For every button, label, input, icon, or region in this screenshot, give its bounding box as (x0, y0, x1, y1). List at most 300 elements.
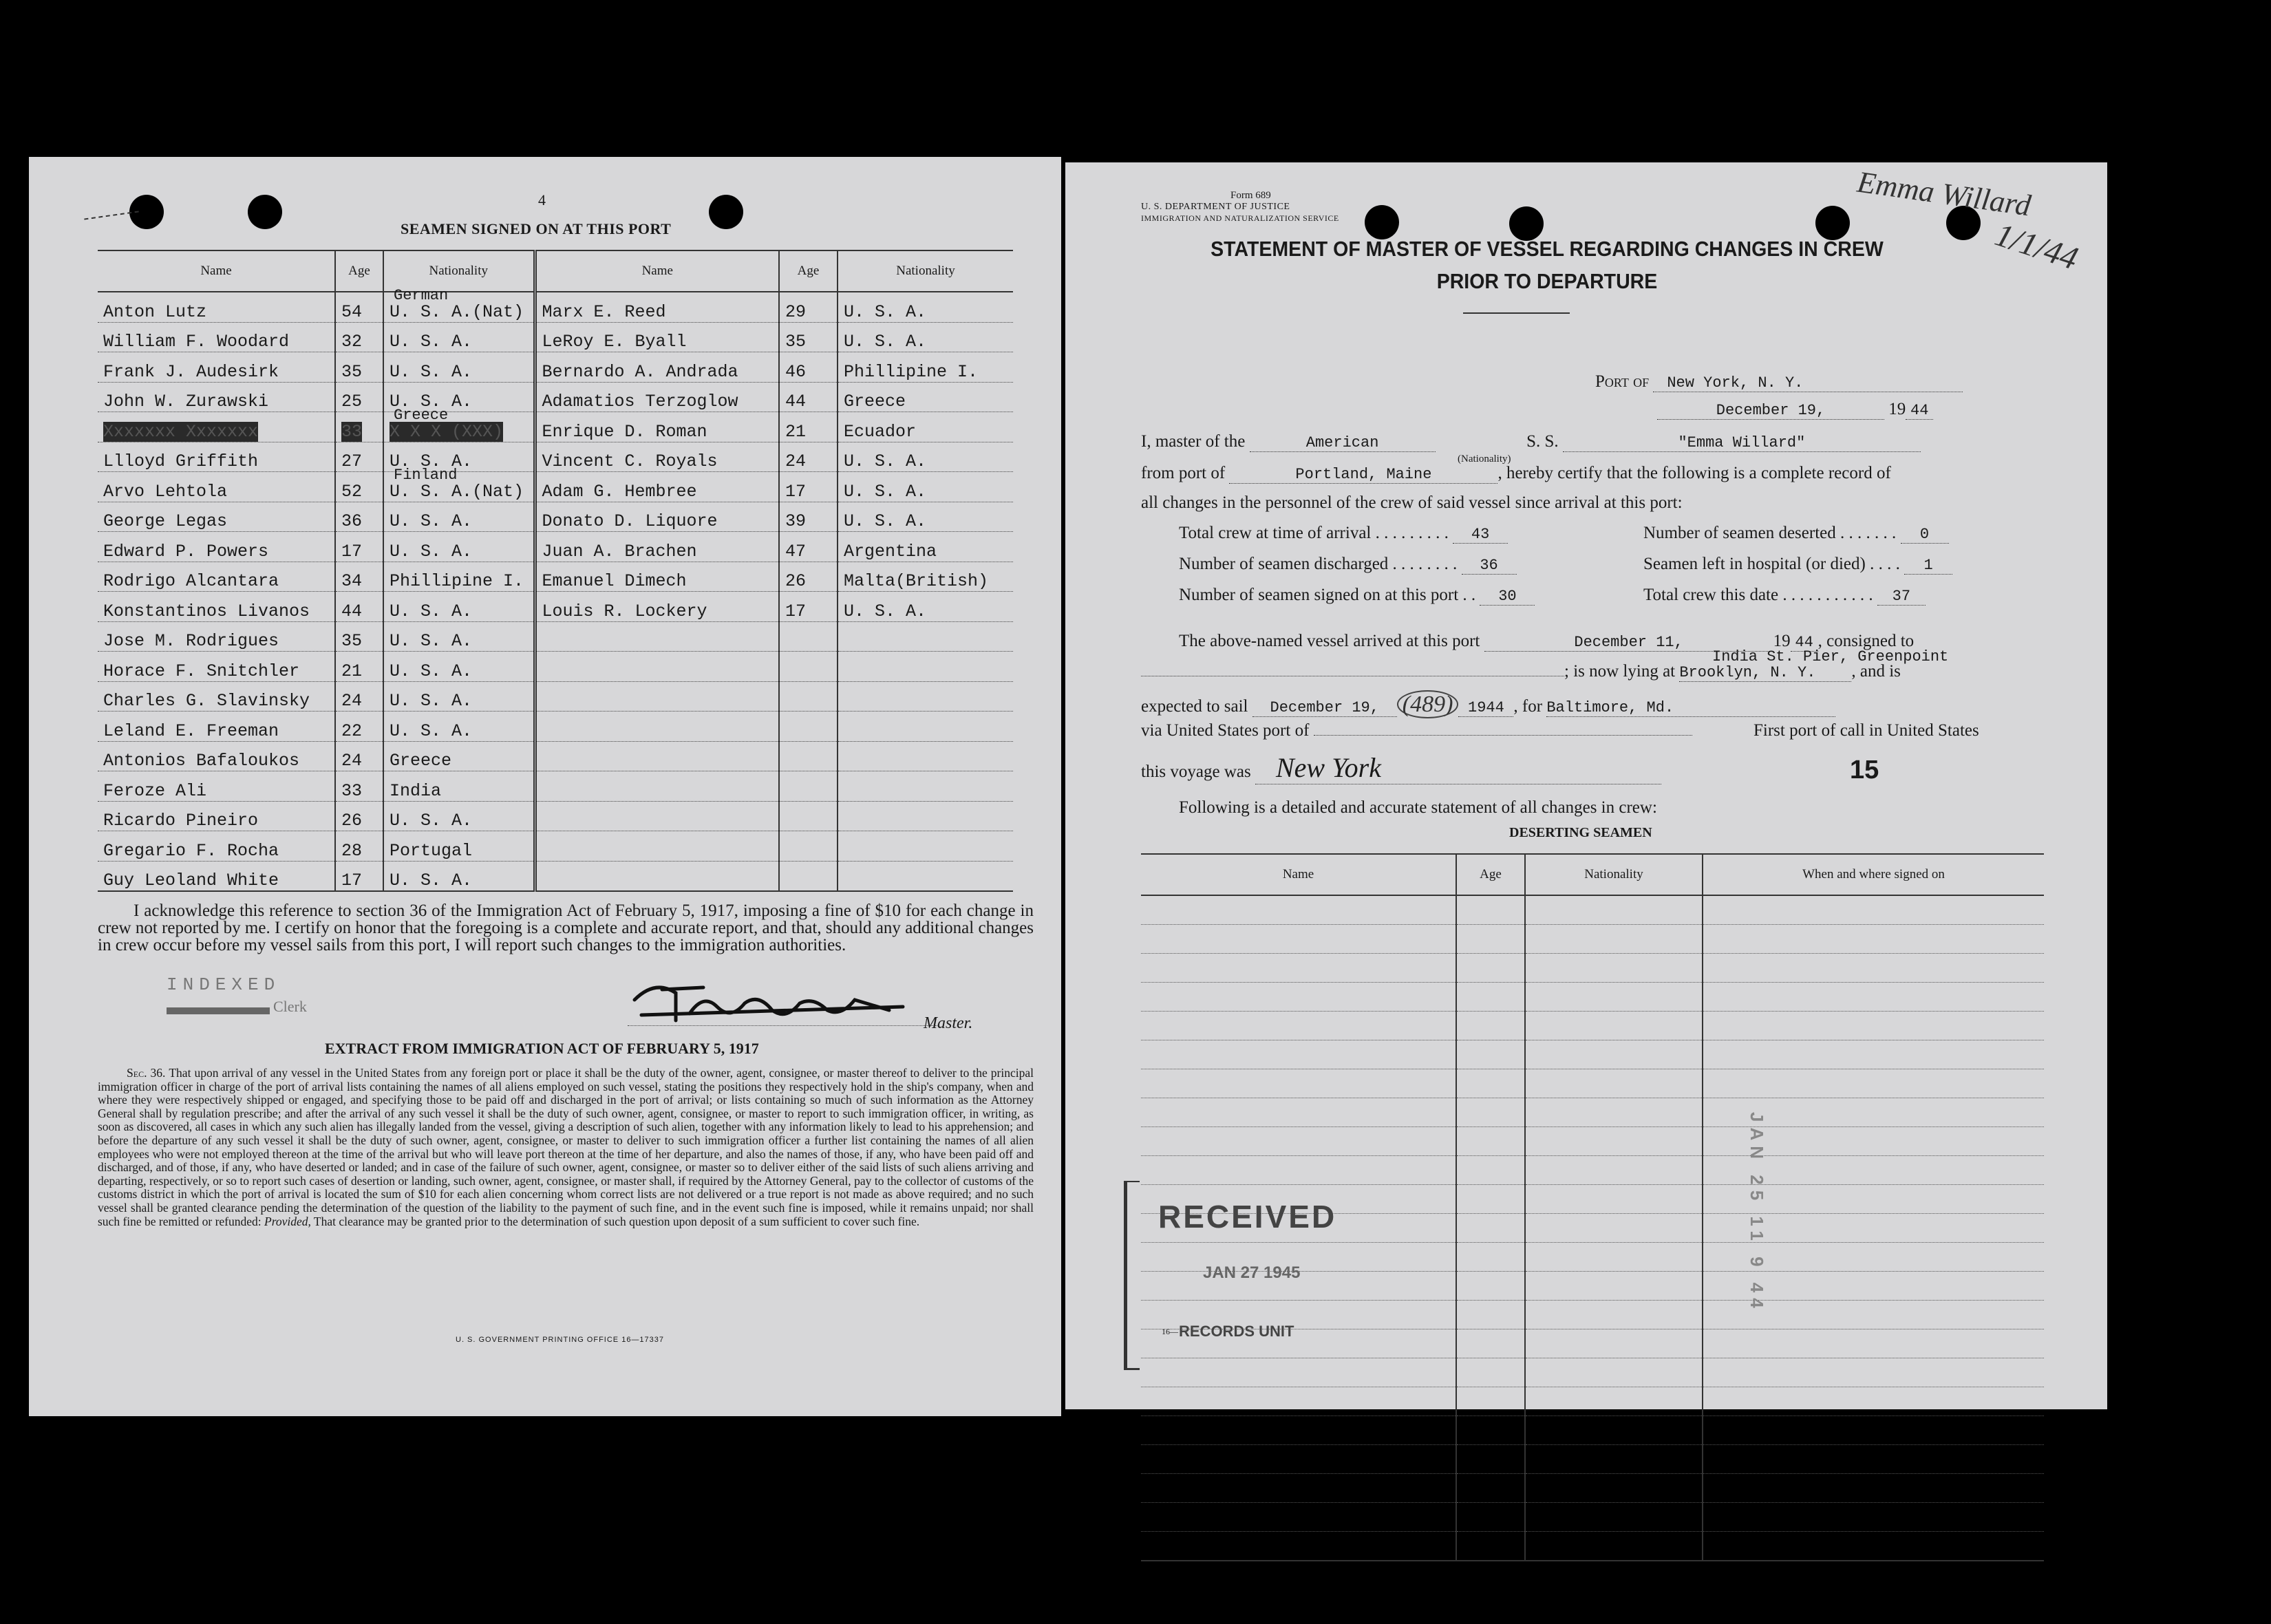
cell-nat2 (838, 532, 1013, 562)
empty-cell (1141, 1040, 1456, 1069)
signature-line (628, 1025, 937, 1026)
cell-nat1 (383, 562, 535, 592)
cell-n1 (98, 412, 335, 442)
ss-label: S. S. (1526, 432, 1559, 451)
table-row (1141, 1445, 2044, 1474)
date-month-day: December 19, (1657, 402, 1884, 420)
cell-a1 (335, 652, 383, 682)
form-footer: 16— (1162, 1327, 1178, 1336)
page-title: SEAMEN SIGNED ON AT THIS PORT (401, 220, 672, 237)
vertical-date-stamp: JAN 25 11 9 44 (1747, 1112, 1767, 1314)
empty-cell (1525, 1098, 1703, 1127)
cell-text: Enrique D. Roman (542, 421, 707, 442)
cell-text: U. S. A. (390, 811, 473, 831)
empty-cell (1456, 1098, 1525, 1127)
cell-text: Greece (390, 751, 452, 771)
cell-text: LeRoy E. Byall (542, 332, 687, 352)
clerk-redaction (167, 1007, 270, 1014)
cell-nat2 (838, 472, 1013, 502)
empty-cell (1456, 1040, 1525, 1069)
cell-n1 (98, 712, 335, 742)
empty-cell (1456, 895, 1525, 925)
table-row (1141, 1387, 2044, 1416)
cell-text: X X X (XXX) (390, 421, 504, 442)
cell-n2 (535, 861, 779, 891)
cell-a2 (779, 831, 838, 862)
voyage-line (1141, 751, 1661, 784)
empty-cell (1703, 1416, 2044, 1445)
empty-cell (1525, 1127, 1703, 1156)
cell-n1 (98, 502, 335, 532)
expected-label: expected to sail (1141, 697, 1248, 716)
cell-text: U. S. A. (390, 720, 473, 741)
empty-cell (1525, 1272, 1703, 1301)
empty-cell (1703, 925, 2044, 954)
punch-hole (248, 195, 282, 229)
stats-row-2b: Seamen left in hospital (or died) . . . . 1 (1643, 555, 1952, 575)
empty-cell (1141, 895, 1456, 925)
cell-a1 (335, 681, 383, 712)
cell-text: Malta(British) (844, 571, 989, 591)
empty-cell (1141, 1012, 1456, 1040)
cell-a2 (779, 592, 838, 622)
cell-a1 (335, 502, 383, 532)
table-row (1141, 925, 2044, 954)
cell-text: U. S. A. (844, 451, 927, 471)
cell-text: 27 (341, 451, 363, 471)
stats-row-3: Number of seamen signed on at this port . . 30 (1179, 586, 1535, 606)
nationality-note: Finland (394, 467, 458, 484)
table-row (1141, 1156, 2044, 1185)
empty-cell (1525, 1012, 1703, 1040)
cell-nat1 (383, 467, 535, 502)
table-row (98, 292, 1013, 322)
empty-cell (1456, 1185, 1525, 1214)
cell-text: 32 (341, 332, 363, 352)
empty-cell (1703, 1474, 2044, 1503)
cell-n1 (98, 532, 335, 562)
empty-cell (1456, 1532, 1525, 1561)
cell-a2 (779, 652, 838, 682)
cell-text: John W. Zurawski (103, 392, 269, 412)
cell-text: U. S. A.(Nat) (390, 481, 524, 502)
printer-imprint: U. S. GOVERNMENT PRINTING OFFICE 16—17337 (456, 1336, 665, 1344)
empty-cell (1456, 1069, 1525, 1098)
table-row (98, 681, 1013, 712)
total-crew-date-label: Total crew this date (1643, 586, 1779, 604)
cell-nat2 (838, 442, 1013, 472)
cell-text: Jose M. Rodrigues (103, 631, 279, 651)
cell-text: Portugal (390, 840, 473, 861)
cell-text: U. S. A. (390, 451, 473, 471)
cell-text: 17 (785, 481, 807, 502)
cell-text: Phillipine I. (390, 571, 524, 591)
cell-nat1 (383, 502, 535, 532)
cell-text: 17 (341, 870, 363, 890)
cell-text: 39 (785, 511, 807, 531)
empty-cell (1703, 954, 2044, 983)
cell-text: Arvo Lehtola (103, 481, 228, 502)
empty-cell (1456, 1387, 1525, 1416)
cell-a2 (779, 472, 838, 502)
empty-cell (1525, 1301, 1703, 1329)
table-row (1141, 1532, 2044, 1561)
cell-n2 (535, 472, 779, 502)
cell-nat2 (838, 861, 1013, 891)
cell-text: Greece (844, 392, 906, 412)
cell-a1 (335, 801, 383, 831)
table-row (1141, 983, 2044, 1012)
punch-hole (1365, 205, 1399, 239)
cell-nat2 (838, 322, 1013, 352)
cell-n2 (535, 352, 779, 383)
empty-cell (1456, 983, 1525, 1012)
cell-nat2 (838, 292, 1013, 322)
table-row (1141, 1416, 2044, 1445)
cell-text: Leland E. Freeman (103, 720, 279, 741)
cell-a1 (335, 532, 383, 562)
empty-cell (1141, 954, 1456, 983)
empty-cell (1525, 1214, 1703, 1243)
cell-text: U. S. A. (390, 332, 473, 352)
cell-text: U. S. A. (390, 541, 473, 562)
empty-cell (1141, 1098, 1456, 1127)
from-port-label: from port of (1141, 464, 1226, 482)
cell-a1 (335, 412, 383, 442)
certify-text: , hereby certify that the following is a complete record of (1497, 464, 1891, 482)
stats-row-3b: Total crew this date . . . . . . . . . . . 37 (1643, 586, 1926, 606)
empty-cell (1141, 1474, 1456, 1503)
nationality-note: Greece (394, 407, 449, 424)
empty-cell (1456, 925, 1525, 954)
lying-label: ; is now lying at (1564, 662, 1676, 681)
total-crew-arrival-value: 43 (1453, 526, 1508, 544)
cell-text: 24 (341, 751, 363, 771)
arrival-date: December 11, (1484, 634, 1773, 652)
empty-cell (1141, 1156, 1456, 1185)
stamp-bracket (1124, 1181, 1140, 1370)
cell-nat2 (838, 801, 1013, 831)
arrival-century: 19 (1773, 632, 1791, 650)
cell-a2 (779, 352, 838, 383)
cell-text: 47 (785, 541, 807, 562)
signed-on-label: Number of seamen signed on at this port (1179, 586, 1459, 604)
cell-text: U. S. A. (844, 332, 927, 352)
cell-nat2 (838, 621, 1013, 652)
table-row (1141, 1474, 2044, 1503)
cell-text: U. S. A. (844, 301, 927, 322)
table-row (98, 322, 1013, 352)
vessel-name: "Emma Willard" (1563, 434, 1921, 452)
master-label: Master. (924, 1014, 973, 1032)
right-page (1065, 162, 2107, 1409)
deserted-value: 0 (1901, 526, 1949, 544)
cell-text: 35 (341, 631, 363, 651)
table-header-row (98, 250, 1013, 292)
cell-n1 (98, 621, 335, 652)
table-row (1141, 1503, 2044, 1532)
cell-nat1 (383, 322, 535, 352)
extract-title: EXTRACT FROM IMMIGRATION ACT OF FEBRUARY 5, 1917 (325, 1040, 759, 1057)
cell-n1 (98, 592, 335, 622)
cell-text: Konstantinos Livanos (103, 601, 310, 621)
empty-cell (1703, 1387, 2044, 1416)
cell-text: U. S. A. (390, 511, 473, 531)
cell-nat1 (383, 741, 535, 771)
empty-cell (1525, 925, 1703, 954)
cell-nat2 (838, 592, 1013, 622)
empty-cell (1141, 1532, 1456, 1561)
master-line (1141, 432, 1921, 452)
consigned-label: , consigned to (1817, 632, 1915, 650)
table-header-row (1141, 854, 2044, 895)
cell-text: Llloyd Griffith (103, 451, 259, 471)
cell-text: 33 (341, 421, 363, 442)
cell-text: U. S. A. (390, 601, 473, 621)
via-blank (1314, 735, 1692, 736)
empty-cell (1703, 983, 2044, 1012)
cell-text: 24 (785, 451, 807, 471)
table-row (1141, 954, 2044, 983)
cell-text: 46 (785, 361, 807, 382)
empty-cell (1525, 1416, 1703, 1445)
section-provided: Provided, (264, 1214, 311, 1228)
cell-nat1 (383, 621, 535, 652)
cell-text: Louis R. Lockery (542, 601, 707, 621)
deserting-title: DESERTING SEAMEN (1509, 825, 1652, 840)
empty-cell (1703, 1012, 2044, 1040)
sail-line (1141, 692, 1835, 718)
discharged-value: 36 (1462, 557, 1517, 575)
cell-nat1 (383, 287, 535, 322)
nationality-caption: (Nationality) (1458, 453, 1511, 464)
stats-row-2: Number of seamen discharged . . . . . . . . 36 (1179, 555, 1517, 575)
cell-a2 (779, 562, 838, 592)
cell-a1 (335, 352, 383, 383)
empty-cell (1525, 1156, 1703, 1185)
cell-nat2 (838, 382, 1013, 412)
cell-text: 33 (341, 780, 363, 801)
empty-cell (1525, 1069, 1703, 1098)
records-unit-stamp: RECORDS UNIT (1179, 1323, 1294, 1340)
deserted-label: Number of seamen deserted (1643, 524, 1836, 542)
cell-n2 (535, 442, 779, 472)
cell-n2 (535, 831, 779, 862)
empty-cell (1456, 1243, 1525, 1272)
cell-text: Argentina (844, 541, 937, 562)
cell-text: U. S. A. (390, 870, 473, 890)
empty-cell (1703, 1329, 2044, 1358)
cell-text: 26 (341, 811, 363, 831)
cell-n2 (535, 382, 779, 412)
service: IMMIGRATION AND NATURALIZATION SERVICE (1141, 213, 1339, 223)
cell-nat1 (383, 592, 535, 622)
table-row (98, 801, 1013, 831)
table-row (98, 532, 1013, 562)
cell-a1 (335, 442, 383, 472)
hospital-label: Seamen left in hospital (or died) (1643, 555, 1866, 573)
cell-a1 (335, 592, 383, 622)
column-header: Nationality (383, 250, 535, 292)
cell-n2 (535, 741, 779, 771)
cell-n2 (535, 562, 779, 592)
cell-a1 (335, 771, 383, 802)
handwritten-vessel-name: Emma Willard (1855, 164, 2034, 223)
total-crew-date-value: 37 (1877, 588, 1926, 606)
cell-a2 (779, 801, 838, 831)
cell-a2 (779, 741, 838, 771)
empty-cell (1141, 1387, 1456, 1416)
section-body: That upon arrival of any vessel in the United States from any foreign port or place it shall be the duty of the owner, agent, consignee, or master thereof to deliver to the principal immigration officer in charge of the port of arrival lists containing the names of all aliens employed on such vessel, stating the positions they respectively hold in the ship's company, when and where they were respectively shipped or engaged, and specifying those to be paid off and discharged in the port of arrival; or lists containing so much of such information as the Attorney General shall by regulation prescribe; and after the arrival of any such vessel it shall be the duty of such owner, agent, consignee, or master to report to such immigration officer, in writing, as soon as discovered, all cases in which any such alien has illegally landed from the vessel, giving a description of such alien, together with any information likely to lead to his apprehension; and before the departure of any such vessel it shall be the duty of such owner, agent, consignee, or master to deliver to such immigration officer a further list containing the names of all alien employees who were not employed thereon at the time of the arrival but who will leave port thereon at the time of her departure, and also the names of those, if any, who have been paid off and discharged, and of those, if any, who have deserted or landed; and in case of the failure of such owner, agent, consignee, or master so to deliver either of the said lists of such aliens arriving and departing, respectively, or so to report such cases of desertion or landing, such owner, agent, consignee, or master shall, if required by the Attorney General, pay to the collector of customs of the customs district in which the port of arrival is located the sum of $10 for each alien concerning whom correct lists are not delivered or a true report is not made as above required; and no such vessel shall be granted clearance pending the determination of the question of the liability to the payment of such fine, and in the event such fine is imposed, while it remains unpaid; nor shall such fine be remitted or refunded: (98, 1066, 1034, 1228)
empty-cell (1141, 1416, 1456, 1445)
via-line (1141, 721, 1692, 740)
empty-cell (1456, 1329, 1525, 1358)
cell-a2 (779, 382, 838, 412)
cell-nat1 (383, 712, 535, 742)
cell-text: Gregario F. Rocha (103, 840, 279, 861)
cell-text: 28 (341, 840, 363, 861)
port-label: Port of (1595, 372, 1650, 391)
cell-text: U. S. A. (390, 392, 473, 412)
cell-nat1 (383, 861, 535, 891)
nationality-note: German (394, 287, 449, 304)
empty-cell (1456, 1503, 1525, 1532)
handwritten-circled: (489) (1397, 690, 1459, 718)
cell-text: Phillipine I. (844, 361, 979, 382)
cell-nat1 (383, 407, 535, 442)
received-date-stamp: JAN 27 1945 (1203, 1263, 1301, 1282)
form-title: STATEMENT OF MASTER OF VESSEL REGARDING CHANGES IN CREW (1211, 237, 1884, 261)
date-line (1657, 400, 1933, 420)
punch-hole (1815, 206, 1850, 240)
cell-nat1 (383, 831, 535, 862)
cell-text: U. S. A. (844, 511, 927, 531)
table-row (98, 831, 1013, 862)
empty-cell (1525, 1387, 1703, 1416)
sail-year: 1944 (1458, 699, 1513, 717)
empty-cell (1141, 1069, 1456, 1098)
empty-cell (1456, 1445, 1525, 1474)
cell-nat2 (838, 741, 1013, 771)
empty-cell (1525, 1329, 1703, 1358)
lying-line (1141, 662, 1901, 682)
cell-nat2 (838, 771, 1013, 802)
table-row (98, 562, 1013, 592)
empty-cell (1141, 1127, 1456, 1156)
cell-n1 (98, 352, 335, 383)
cell-nat2 (838, 681, 1013, 712)
column-header: Age (1456, 854, 1525, 895)
cell-a2 (779, 681, 838, 712)
arrived-label: The above-named vessel arrived at this port (1179, 632, 1480, 650)
empty-cell (1703, 1040, 2044, 1069)
cell-text: Bernardo A. Andrada (542, 361, 738, 382)
page-count: 15 (1850, 756, 1879, 784)
from-port-value: Portland, Maine (1229, 466, 1497, 484)
cell-text: Emanuel Dimech (542, 571, 687, 591)
empty-cell (1525, 1503, 1703, 1532)
empty-cell (1703, 1069, 2044, 1098)
cell-nat1 (383, 532, 535, 562)
empty-cell (1456, 1214, 1525, 1243)
cell-text: 21 (341, 661, 363, 681)
received-stamp: RECEIVED (1158, 1199, 1337, 1235)
cell-n1 (98, 771, 335, 802)
cell-nat1 (383, 352, 535, 383)
cell-text: 25 (341, 392, 363, 412)
from-port-line (1141, 464, 1891, 484)
empty-cell (1525, 1358, 1703, 1387)
cell-n2 (535, 681, 779, 712)
acknowledgement (98, 902, 1034, 954)
table-row (98, 861, 1013, 891)
cell-text: 44 (785, 392, 807, 412)
cell-a1 (335, 292, 383, 322)
hospital-value: 1 (1904, 557, 1952, 575)
cell-text: 34 (341, 571, 363, 591)
total-crew-arrival-label: Total crew at time of arrival (1179, 524, 1372, 542)
all-changes-line: all changes in the personnel of the crew of said vessel since arrival at this port: (1141, 493, 1683, 512)
cell-n2 (535, 292, 779, 322)
empty-cell (1456, 1416, 1525, 1445)
cell-a2 (779, 442, 838, 472)
date-year: 44 (1906, 402, 1933, 420)
cell-n1 (98, 652, 335, 682)
cell-text: Edward P. Powers (103, 541, 269, 562)
table-row (1141, 1012, 2044, 1040)
empty-cell (1703, 1532, 2044, 1561)
table-row (1141, 895, 2044, 925)
cell-text: Adamatios Terzoglow (542, 392, 738, 412)
cell-a2 (779, 322, 838, 352)
section-36-text (98, 1067, 1034, 1228)
cell-a2 (779, 771, 838, 802)
and-is-label: , and is (1851, 662, 1901, 681)
empty-cell (1703, 895, 2044, 925)
department: U. S. DEPARTMENT OF JUSTICE (1141, 202, 1290, 212)
empty-cell (1456, 1127, 1525, 1156)
empty-cell (1703, 1358, 2044, 1387)
cell-text: 36 (341, 511, 363, 531)
section-tail: That clearance may be granted prior to the determination of such question upon deposit of a sum sufficient to cover such fine. (310, 1214, 920, 1228)
empty-cell (1525, 983, 1703, 1012)
form-number: Form 689 (1230, 190, 1271, 201)
empty-cell (1456, 1012, 1525, 1040)
punch-hole (1509, 206, 1544, 241)
column-header: Nationality (838, 250, 1013, 292)
cell-nat2 (838, 352, 1013, 383)
cell-text: Ricardo Pineiro (103, 811, 259, 831)
column-header: Age (779, 250, 838, 292)
cell-a1 (335, 741, 383, 771)
cell-text: 44 (341, 601, 363, 621)
empty-cell (1703, 1445, 2044, 1474)
cell-text: Xxxxxxx Xxxxxxx (103, 421, 259, 442)
table-row (98, 442, 1013, 472)
column-header: Name (535, 250, 779, 292)
cell-text: Juan A. Brachen (542, 541, 697, 562)
seamen-signed-on-table (98, 250, 1013, 892)
cell-text: Horace F. Snitchler (103, 661, 300, 681)
cell-a1 (335, 712, 383, 742)
voyage-label: this voyage was (1141, 762, 1251, 781)
sail-date: December 19, (1252, 699, 1397, 717)
punch-hole (709, 195, 743, 229)
cell-text: Antonios Bafaloukos (103, 751, 300, 771)
table-row (98, 472, 1013, 502)
cell-text: William F. Woodard (103, 332, 290, 352)
table-row (98, 771, 1013, 802)
